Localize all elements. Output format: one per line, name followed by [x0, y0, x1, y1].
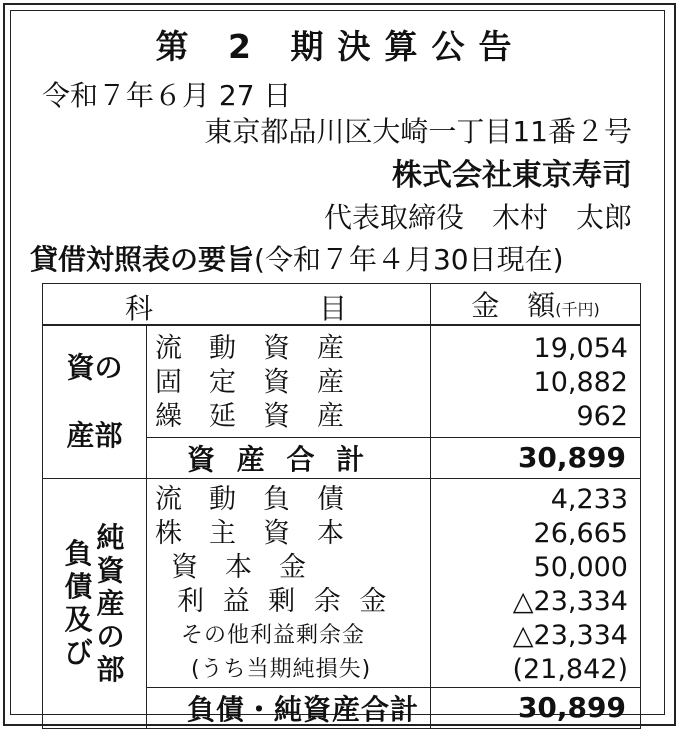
assets-item-values — [431, 325, 641, 437]
header-unit: (千円) — [555, 300, 600, 319]
liability-item-label: 資 本 金 — [171, 551, 306, 583]
balance-sheet-date: (令和７年４月30日現在) — [254, 243, 564, 276]
liabilities-group-label — [43, 478, 147, 728]
header-item-cell — [43, 284, 431, 326]
header-item-a: 科 — [125, 292, 154, 325]
header-item-b: 目 — [319, 292, 348, 325]
liability-item-label: 流 動 負 債 — [155, 483, 344, 515]
liability-item-value: 4,233 — [550, 483, 628, 515]
liability-item-label: 利 益 剰 余 金 — [177, 585, 392, 617]
group-char: 資 — [96, 553, 125, 587]
liabilities-item-values — [431, 478, 641, 687]
assets-group-line-2: 産部 — [66, 418, 123, 452]
assets-total-value: 30,899 — [431, 437, 641, 478]
liabilities-group-col-1 — [64, 537, 92, 686]
liabilities-total-value: 30,899 — [431, 687, 641, 728]
liability-item-value: △23,334 — [512, 619, 628, 651]
group-char: 負 — [64, 536, 93, 570]
balance-sheet-table — [42, 283, 641, 729]
liability-item-value: △23,334 — [512, 585, 628, 617]
liability-item-label: (うち当期純損失) — [191, 656, 372, 682]
asset-item-label: 流 動 資 産 — [155, 333, 344, 365]
group-char: 純 — [96, 520, 125, 554]
header-amount-cell — [431, 284, 641, 326]
notice-title: 第 2 期決算公告 — [155, 27, 526, 66]
balance-sheet-title: 貸借対照表の要旨 — [30, 243, 255, 276]
liability-item-value: 50,000 — [533, 551, 628, 583]
liability-item-value: (21,842) — [512, 653, 628, 685]
asset-item-value: 962 — [576, 401, 628, 433]
header-amount: 金 額 — [471, 289, 556, 322]
liabilities-item-labels — [147, 478, 431, 687]
liabilities-items-row — [43, 478, 641, 687]
assets-group-line-1: 資の — [66, 350, 123, 384]
group-char: 部 — [96, 652, 125, 686]
company-address: 東京都品川区大崎一丁目11番２号 — [204, 115, 632, 148]
group-char: び — [64, 635, 93, 669]
liability-item-label: 株 主 資 本 — [155, 517, 344, 549]
group-char: の — [96, 619, 125, 653]
asset-item-value: 19,054 — [533, 333, 628, 365]
notice-date: 令和７年６月 27 日 — [42, 79, 292, 112]
assets-items-row — [43, 325, 641, 437]
asset-item-label: 固 定 資 産 — [155, 367, 344, 399]
liability-item-value: 26,665 — [533, 517, 628, 549]
assets-group-label — [43, 325, 147, 478]
group-char: 及 — [64, 602, 93, 636]
assets-total-label: 資 産 合 計 — [147, 437, 431, 478]
liabilities-group-col-2 — [97, 521, 125, 686]
representative-name: 代表取締役 木村 太郎 — [323, 201, 632, 234]
liability-item-label: その他利益剰余金 — [181, 622, 366, 648]
balance-sheet-heading — [30, 243, 564, 276]
asset-item-label: 繰 延 資 産 — [155, 401, 344, 433]
asset-item-value: 10,882 — [533, 367, 628, 399]
liabilities-total-label: 負債・純資産合計 — [147, 687, 431, 728]
table-header-row — [43, 284, 641, 326]
group-char: 産 — [96, 586, 125, 620]
company-name: 株式会社東京寿司 — [392, 158, 632, 193]
group-char: 債 — [64, 569, 93, 603]
assets-item-labels — [147, 325, 431, 437]
